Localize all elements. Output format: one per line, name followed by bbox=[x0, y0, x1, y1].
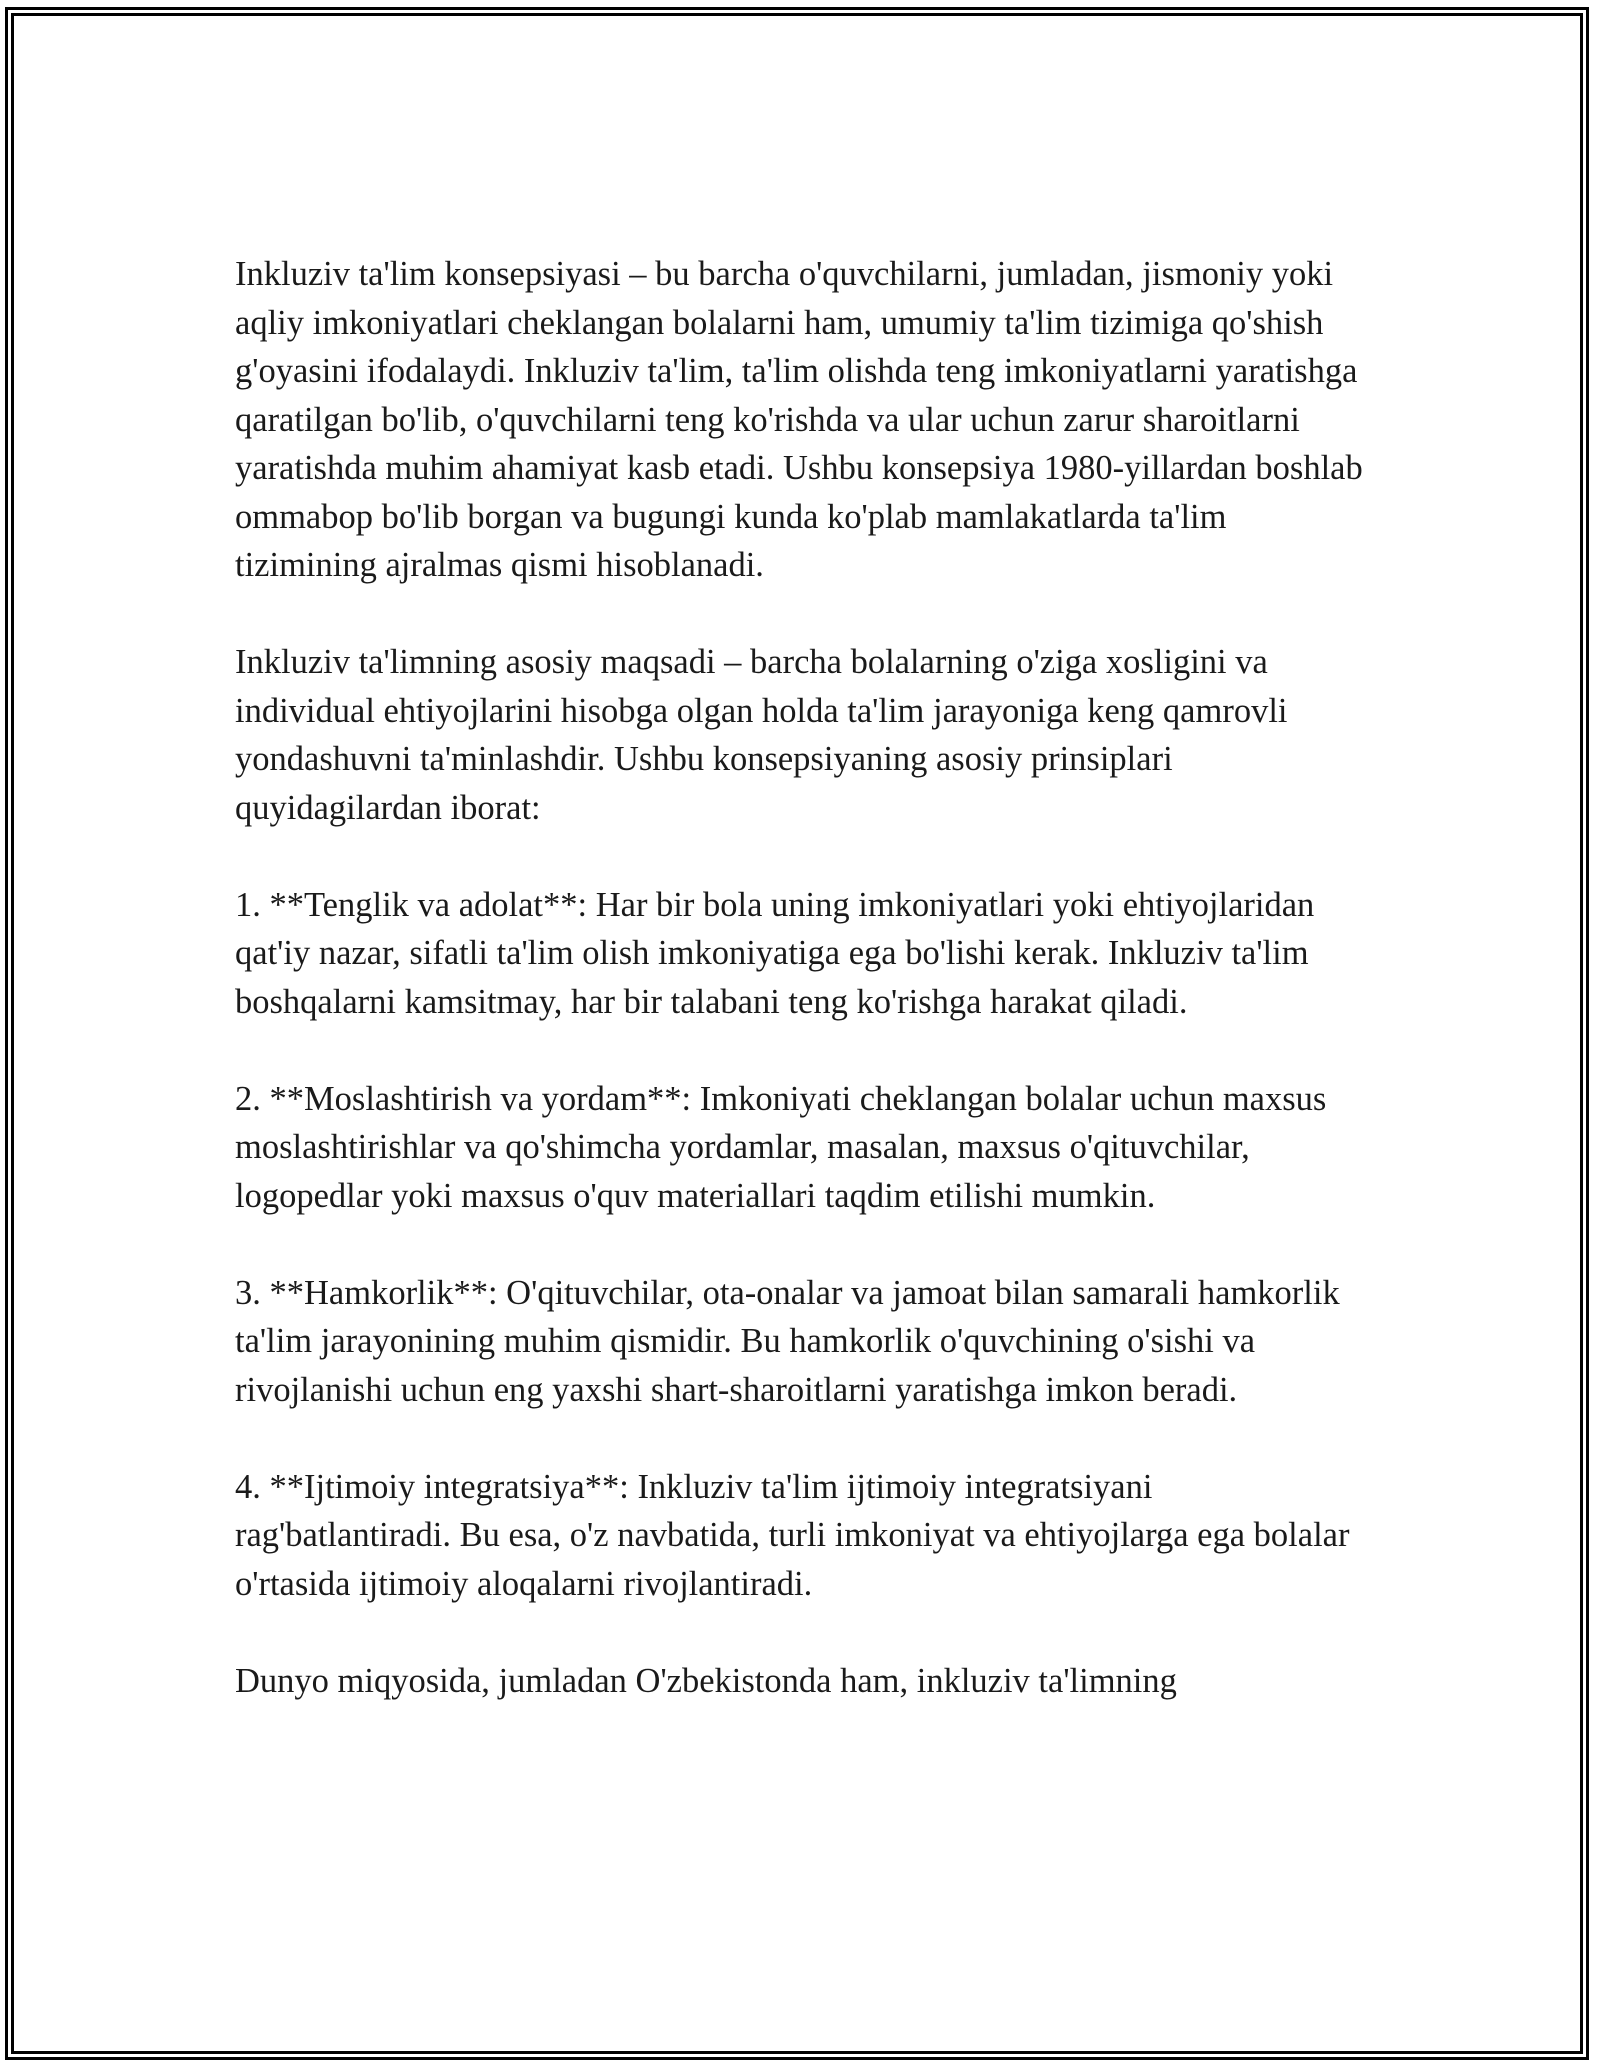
principle-3: 3. **Hamkorlik**: O'qituvchilar, ota-onalar va jamoat bilan samarali hamkorlik ta'lim jarayonining muhim qismidir. Bu hamkorlik o'quvchining o'sishi va rivojlanishi uchun eng yaxshi shart-sharoitlarni yaratishga imkon beradi. bbox=[235, 1273, 1340, 1409]
paragraph-goal: Inkluziv ta'limning asosiy maqsadi – barcha bolalarning o'ziga xosligini va individual ehtiyojlarini hisobga olgan holda ta'lim jarayoniga keng qamrovli yondashuvni ta'minlashdir. Ushbu konsepsiyaning asosiy prinsiplari quyidagilardan iborat: bbox=[235, 643, 1288, 827]
principle-4: 4. **Ijtimoiy integratsiya**: Inkluziv ta'lim ijtimoiy integratsiyani rag'batlantiradi. Bu esa, o'z navbatida, turli imkoniyat va ehtiyojlarga ega bolalar o'rtasida ijtimoiy aloqalarni rivojlantiradi. bbox=[235, 1467, 1350, 1603]
paragraph-intro: Inkluziv ta'lim konsepsiyasi – bu barcha o'quvchilarni, jumladan, jismoniy yoki aqliy imkoniyatlari cheklangan bolalarni ham, umumiy ta'lim tizimiga qo'shish g'oyasini ifodalaydi. Inkluziv ta'lim, ta'lim olishda teng imkoniyatlarni yaratishga qaratilgan bo'lib, o'quvchilarni teng ko'rishda va ular uchun zarur sharoitlarni yaratishda muhim ahamiyat kasb etadi. Ushbu konsepsiya 1980-yillardan boshlab ommabop bo'lib borgan va bugungi kunda ko'plab mamlakatlarda ta'lim tizimining ajralmas qismi hisoblanadi. bbox=[235, 255, 1363, 584]
paragraph-closing: Dunyo miqyosida, jumladan O'zbekistonda ham, inkluziv ta'limning bbox=[235, 1661, 1177, 1700]
principle-2: 2. **Moslashtirish va yordam**: Imkoniyati cheklangan bolalar uchun maxsus moslashtirishlar va qo'shimcha yordamlar, masalan, maxsus o'qituvchilar, logopedlar yoki maxsus o'quv materiallari taqdim etilishi mumkin. bbox=[235, 1079, 1327, 1215]
document-body bbox=[235, 250, 1365, 1705]
principle-1: 1. **Tenglik va adolat**: Har bir bola uning imkoniyatlari yoki ehtiyojlaridan qat'iy nazar, sifatli ta'lim olish imkoniyatiga ega bo'lishi kerak. Inkluziv ta'lim boshqalarni kamsitmay, har bir talabani teng ko'rishga harakat qiladi. bbox=[235, 885, 1315, 1021]
